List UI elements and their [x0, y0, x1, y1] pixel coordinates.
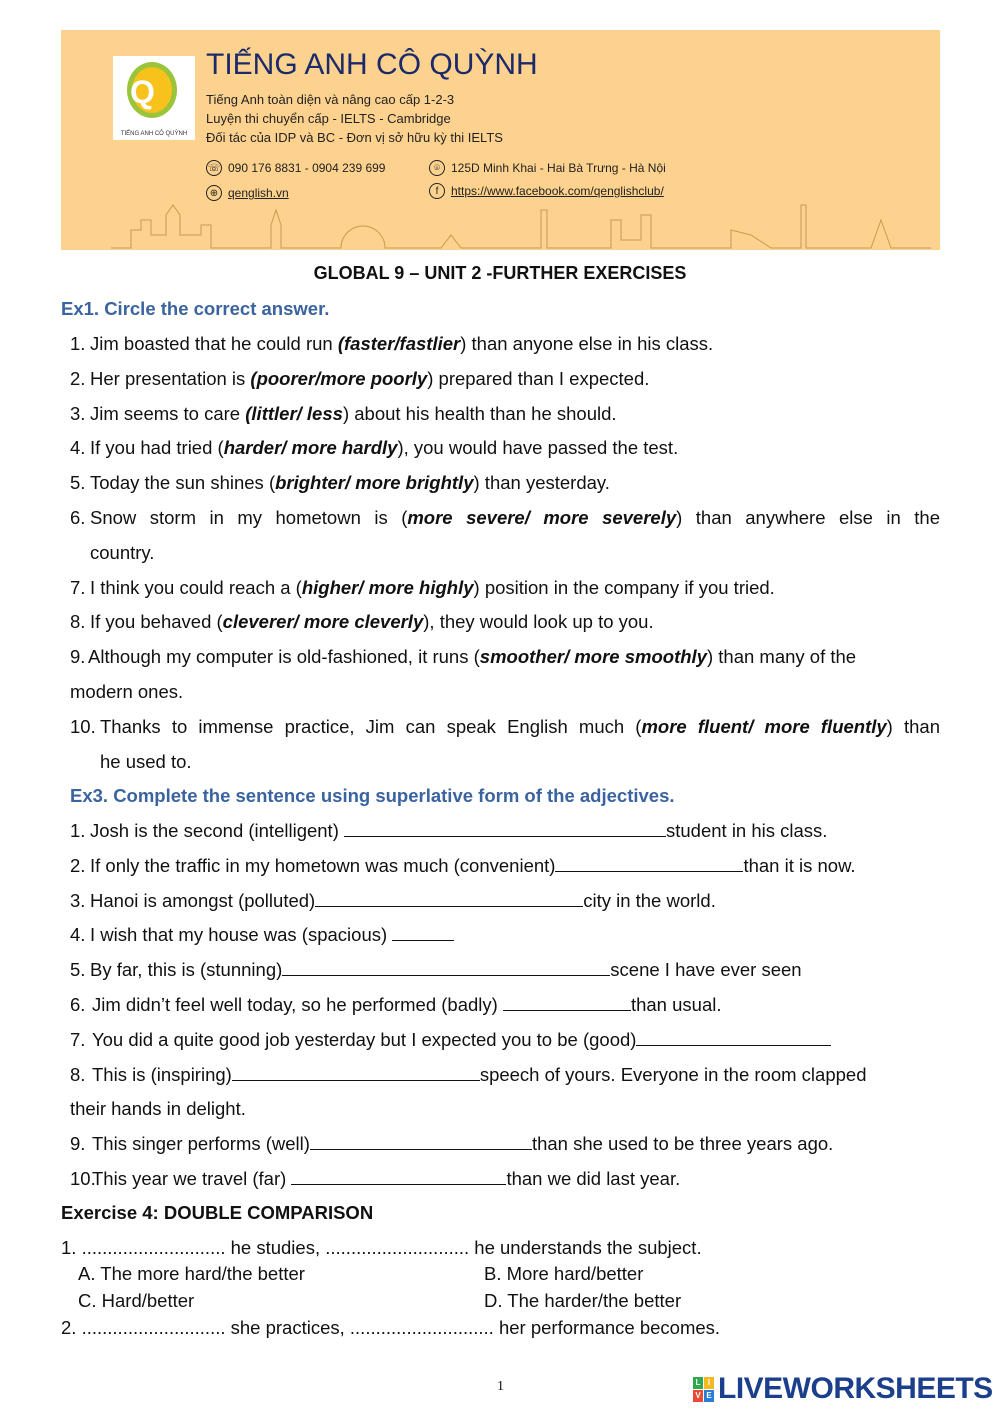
- answer-choices[interactable]: (littler/ less: [245, 402, 343, 424]
- item-prefix: I think you could reach a (: [90, 576, 302, 598]
- item-text: [92, 987, 721, 1022]
- answer-choices[interactable]: (poorer/more poorly: [250, 367, 428, 389]
- item-suffix: ) than many of the: [706, 646, 857, 668]
- item-suffix: student in his class.: [666, 820, 828, 841]
- item-number: 10.: [70, 1168, 96, 1189]
- item-suffix: ), they would look up to you.: [423, 611, 654, 633]
- item-prefix: I wish that my house was (spacious): [90, 924, 393, 946]
- answer-choices[interactable]: higher/ more highly: [301, 576, 474, 598]
- item-text: [92, 1161, 680, 1196]
- item-prefix: Although my computer is old-fashioned, it runs (: [88, 646, 480, 668]
- item-suffix: than she used to be three years ago.: [531, 1133, 834, 1155]
- address-contact: ⌾ 125D Minh Khai - Hai Bà Trưng - Hà Nội: [429, 160, 666, 176]
- item-text: [90, 361, 649, 396]
- item-prefix: Snow storm in my hometown is (: [90, 507, 408, 528]
- list-item: [0, 430, 1000, 465]
- list-item: [0, 500, 1000, 535]
- option-b[interactable]: B. More hard/better: [484, 1263, 644, 1284]
- list-item: [0, 1022, 1000, 1057]
- item-suffix: ) prepared than I expected.: [427, 367, 650, 389]
- list-item: [0, 1161, 1000, 1196]
- item-number: 8.: [70, 1063, 86, 1085]
- item-suffix: ), you would have passed the test.: [397, 437, 679, 459]
- website-link[interactable]: qenglish.vn: [228, 186, 289, 200]
- list-item: [0, 604, 1000, 639]
- item-text: [90, 604, 654, 639]
- answer-choices[interactable]: more severe/ more severely: [407, 507, 677, 528]
- item-prefix: Jim didn’t feel well today, so he performed (badly): [92, 994, 503, 1015]
- list-item: [0, 639, 1000, 674]
- item-text: [90, 430, 678, 465]
- list-item: [0, 1057, 1000, 1092]
- answer-blank[interactable]: [232, 1062, 480, 1081]
- item-continuation: modern ones.: [70, 681, 184, 702]
- page-title: GLOBAL 9 – UNIT 2 -FURTHER EXERCISES: [313, 263, 687, 283]
- item-suffix: ) than anywhere else in the: [676, 507, 940, 528]
- answer-choices[interactable]: more fluent/ more fluently: [641, 715, 887, 737]
- globe-icon: ⊕: [206, 185, 222, 201]
- answer-choices[interactable]: harder/ more hardly: [223, 437, 398, 459]
- item-number: 6.: [70, 994, 86, 1015]
- item-number: 5.: [70, 959, 86, 981]
- item-prefix: Jim boasted that he could run: [90, 333, 338, 354]
- item-number: 2.: [70, 367, 86, 389]
- item-number: 8.: [70, 611, 86, 633]
- item-suffix: city in the world.: [583, 889, 716, 911]
- item-number: 1.: [70, 820, 86, 841]
- item-prefix: Today the sun shines (: [90, 472, 276, 494]
- option-d[interactable]: D. The harder/the better: [484, 1290, 682, 1311]
- item-text: [90, 326, 713, 361]
- facebook-icon: f: [429, 183, 445, 199]
- item-text: [92, 1022, 831, 1057]
- list-item: [0, 813, 1000, 848]
- item-number: 3.: [70, 889, 86, 911]
- tagline: Đối tác của IDP và BC - Đơn vị sở hữu kỳ thi IELTS: [206, 130, 503, 145]
- item-number: 9.: [70, 1133, 86, 1155]
- answer-choices[interactable]: (faster/fastlier: [337, 333, 461, 354]
- list-item: [0, 883, 1000, 918]
- item-number: 2.: [70, 854, 86, 876]
- item-suffix: than it is now.: [743, 854, 856, 876]
- item-text: [90, 917, 454, 952]
- list-item: [0, 917, 1000, 952]
- facebook-contact: [429, 183, 664, 199]
- item-number: 3.: [70, 402, 86, 424]
- item-prefix: Hanoi is amongst (polluted): [90, 889, 316, 911]
- item-suffix: ) than: [886, 715, 940, 737]
- item-suffix: ) than yesterday.: [473, 472, 610, 494]
- item-number: 4.: [70, 437, 86, 459]
- item-suffix: ) than anyone else in his class.: [460, 333, 714, 354]
- item-text: [90, 500, 940, 535]
- header-banner: [61, 30, 940, 250]
- item-prefix: Thanks to immense practice, Jim can speak English much (: [100, 715, 642, 737]
- list-item: [0, 570, 1000, 605]
- item-prefix: If you had tried (: [90, 437, 224, 459]
- liveworksheets-logo: L I V E LIVEWORKSHEETS: [693, 1372, 993, 1406]
- item-number: 5.: [70, 472, 86, 494]
- item-prefix: This is (inspiring): [92, 1063, 232, 1085]
- list-item: [0, 987, 1000, 1022]
- item-text: [92, 1126, 833, 1161]
- item-continuation: their hands in delight.: [70, 1098, 246, 1120]
- item-number: 6.: [70, 507, 86, 528]
- answer-blank[interactable]: [503, 992, 631, 1011]
- item-suffix: scene I have ever seen: [610, 959, 802, 981]
- item-number: 4.: [70, 924, 86, 946]
- answer-blank[interactable]: [555, 853, 743, 872]
- tagline: Luyện thi chuyển cấp - IELTS - Cambridge: [206, 111, 451, 126]
- logo: Q TIẾNG ANH CÔ QUỲNH: [113, 56, 195, 140]
- item-text: [90, 570, 775, 605]
- website-contact: [206, 185, 289, 201]
- item-text: [90, 848, 856, 883]
- item-prefix: This year we travel (far): [92, 1168, 292, 1189]
- item-text: [90, 883, 716, 918]
- answer-blank[interactable]: [392, 922, 454, 941]
- item-prefix: This singer performs (well): [92, 1133, 310, 1155]
- ex4-question-2: 2. ............................ she practices, ............................ her performance becomes.: [61, 1317, 721, 1338]
- item-text: [88, 639, 856, 674]
- brand-name: TIẾNG ANH CÔ QUỲNH: [206, 48, 538, 81]
- item-number: 7.: [70, 576, 86, 598]
- phone-contact: ☏ 090 176 8831 - 0904 239 699: [207, 161, 386, 175]
- item-number: 9.: [70, 646, 86, 668]
- answer-choices[interactable]: brighter/ more brightly: [275, 472, 474, 494]
- item-text: [90, 465, 610, 500]
- item-suffix: than usual.: [630, 994, 722, 1015]
- item-text: [90, 813, 827, 848]
- option-a[interactable]: A. The more hard/the better: [78, 1263, 305, 1284]
- answer-blank[interactable]: [282, 957, 610, 976]
- answer-choices[interactable]: smoother/ more smoothly: [479, 646, 707, 668]
- item-text: [90, 952, 802, 987]
- item-number: 10.: [70, 715, 96, 737]
- item-number: 7.: [70, 1028, 86, 1050]
- list-item: [0, 465, 1000, 500]
- item-prefix: By far, this is (stunning): [90, 959, 283, 981]
- city-skyline-illustration: [111, 200, 931, 250]
- ex1-heading: Ex1. Circle the correct answer.: [61, 298, 330, 319]
- item-prefix: If only the traffic in my hometown was much (convenient): [90, 854, 556, 876]
- liveworksheets-icon: L I V E: [693, 1377, 714, 1402]
- list-item: [0, 396, 1000, 431]
- item-suffix: than we did last year.: [506, 1168, 681, 1189]
- list-item: [0, 361, 1000, 396]
- page-number: 1: [497, 1379, 504, 1394]
- item-text: [92, 1057, 866, 1092]
- list-item: [0, 952, 1000, 987]
- item-prefix: You did a quite good job yesterday but I expected you to be (good): [92, 1028, 637, 1050]
- ex4-question-1: 1. ............................ he studies, ............................ he understands the subject.: [61, 1237, 702, 1258]
- ex3-heading: Ex3. Complete the sentence using superlative form of the adjectives.: [70, 785, 675, 806]
- answer-blank[interactable]: [291, 1166, 506, 1185]
- item-text: [90, 396, 617, 431]
- item-suffix: speech of yours. Everyone in the room clapped: [479, 1063, 867, 1085]
- item-suffix: ) about his health than he should.: [342, 402, 617, 424]
- answer-choices[interactable]: cleverer/ more cleverly: [222, 611, 424, 633]
- item-continuation: he used to.: [100, 750, 192, 772]
- item-text: [100, 709, 940, 744]
- item-continuation: country.: [90, 541, 155, 563]
- option-c[interactable]: C. Hard/better: [78, 1290, 195, 1311]
- item-prefix: Jim seems to care: [90, 402, 246, 424]
- ex4-heading: Exercise 4: DOUBLE COMPARISON: [61, 1202, 374, 1223]
- facebook-link[interactable]: https://www.facebook.com/qenglishclub/: [451, 184, 664, 198]
- list-item: [0, 326, 1000, 361]
- item-suffix: ) position in the company if you tried.: [473, 576, 775, 598]
- tagline: Tiếng Anh toàn diện và nâng cao cấp 1-2-3: [206, 92, 455, 107]
- phone-icon: ☏: [206, 160, 222, 176]
- list-item: [0, 709, 1000, 744]
- item-prefix: Her presentation is: [90, 367, 251, 389]
- answer-blank[interactable]: [315, 888, 583, 907]
- item-prefix: If you behaved (: [90, 611, 223, 633]
- answer-blank[interactable]: [636, 1027, 831, 1046]
- item-number: 1.: [70, 333, 86, 354]
- list-item: [0, 1126, 1000, 1161]
- list-item: [0, 848, 1000, 883]
- answer-blank[interactable]: [310, 1131, 532, 1150]
- location-pin-icon: ⌾: [429, 160, 445, 176]
- item-prefix: Josh is the second (intelligent): [90, 820, 344, 841]
- answer-blank[interactable]: [344, 818, 666, 837]
